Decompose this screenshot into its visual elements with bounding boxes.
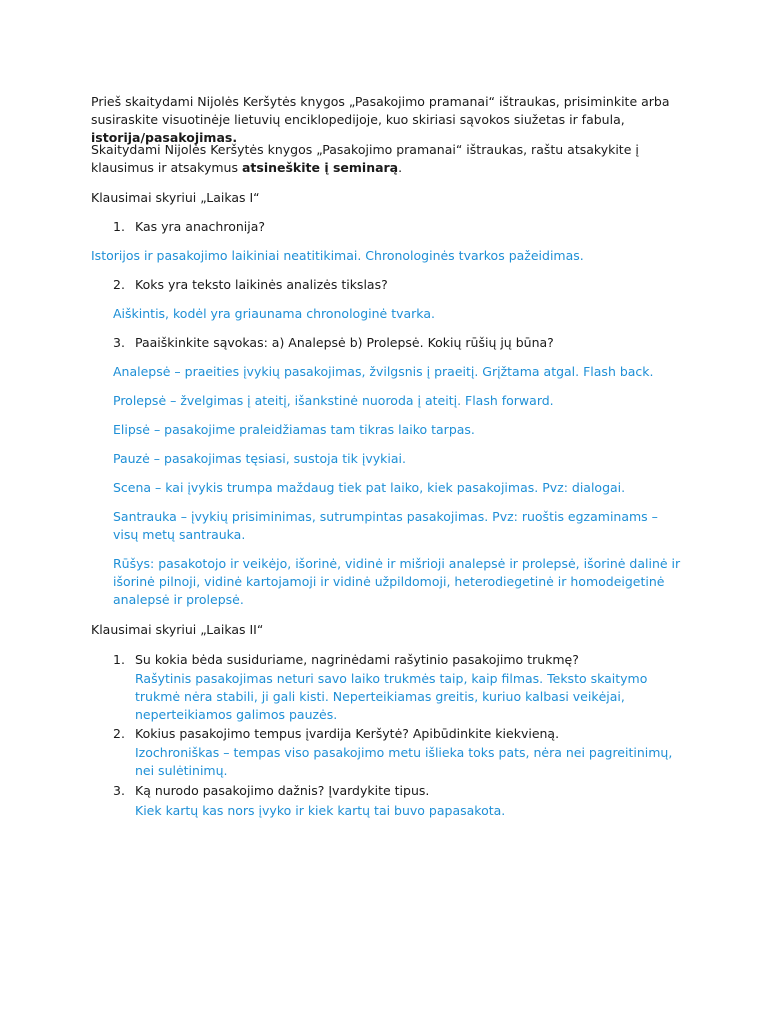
question-text: Su kokia bėda susiduriame, nagrinėdami rašytinio pasakojimo trukmę? — [135, 652, 579, 667]
question-number: 3. — [113, 335, 125, 350]
answer-3-analepse: Analepsė – praeities įvykių pasakojimas, žvilgsnis į praeitį. Grįžtama atgal. Flash back. — [113, 364, 654, 379]
answer-2: Aiškintis, kodėl yra griaunama chronologinė tvarka. — [113, 306, 435, 321]
answer-5: Izochroniškas – tempas viso pasakojimo metu išlieka toks pats, nėra nei pagreitinimų, nei sulėtinimų. — [135, 745, 673, 778]
question-3 — [113, 334, 554, 352]
question-number: 2. — [113, 277, 125, 292]
intro-1-bold: istorija/pasakojimas. — [91, 130, 238, 145]
answer-6: Kiek kartų kas nors įvyko ir kiek kartų tai buvo papasakota. — [135, 803, 506, 818]
question-text: Ką nurodo pasakojimo dažnis? Įvardykite tipus. — [135, 783, 430, 798]
question-6 — [113, 782, 429, 800]
answer-3-rusys: Rūšys: pasakotojo ir veikėjo, išorinė, vidinė ir mišrioji analepsė ir prolepsė, išorinė dalinė ir išorinė pilnoji, vidinė kartojamoji ir vidinė užpildomoji, heterodiegetinė ir homodeigetinė analepsė ir prolepsė. — [113, 556, 681, 607]
question-number: 1. — [113, 652, 125, 667]
intro-2-bold: atsineškite į seminarą — [241, 160, 399, 175]
question-number: 2. — [113, 726, 125, 741]
question-1 — [113, 218, 265, 236]
question-text: Koks yra teksto laikinės analizės tikslas? — [135, 277, 388, 292]
intro-paragraph-1 — [91, 93, 691, 147]
question-4 — [113, 651, 579, 669]
question-text: Kokius pasakojimo tempus įvardija Keršytė? Apibūdinkite kiekvieną. — [135, 726, 560, 741]
intro-1-text: Prieš skaitydami Nijolės Keršytės knygos „Pasakojimo pramanai“ ištraukas, prisiminkite arba susiraskite visuotinėje lietuvių enciklopedijoje, kuo skiriasi sąvokos siužetas ir fabula, — [91, 94, 670, 127]
answer-3-prolepse: Prolepsė – žvelgimas į ateitį, išankstinė nuoroda į ateitį. Flash forward. — [113, 393, 554, 408]
answer-3-pauze: Pauzė – pasakojimas tęsiasi, sustoja tik įvykiai. — [113, 451, 406, 466]
question-text: Paaiškinkite sąvokas: a) Analepsė b) Prolepsė. Kokių rūšių jų būna? — [135, 335, 554, 350]
intro-paragraph-2 — [91, 141, 691, 177]
question-number: 1. — [113, 219, 125, 234]
section-heading-laikas-1: Klausimai skyriui „Laikas I“ — [91, 190, 260, 205]
intro-2-end: . — [398, 160, 403, 175]
question-5 — [113, 725, 559, 743]
intro-2-text: Skaitydami Nijolės Keršytės knygos „Pasakojimo pramanai“ ištraukas, raštu atsakykite į klausimus ir atsakymus — [91, 142, 639, 175]
answer-1: Istorijos ir pasakojimo laikiniai neatitikimai. Chronologinės tvarkos pažeidimas. — [91, 248, 584, 263]
answer-3-scena: Scena – kai įvykis trumpa maždaug tiek pat laiko, kiek pasakojimas. Pvz: dialogai. — [113, 480, 626, 495]
answer-3-santrauka: Santrauka – įvykių prisiminimas, sutrumpintas pasakojimas. Pvz: ruoštis egzaminams – visų metų santrauka. — [113, 509, 658, 542]
answer-4: Rašytinis pasakojimas neturi savo laiko trukmės taip, kaip filmas. Teksto skaitymo trukmė nėra stabili, ji gali kisti. Neperteikiamas greitis, kuriuo kalbasi veikėjai, neperteikiamos galimos pauzės. — [135, 671, 648, 722]
question-text: Kas yra anachronija? — [135, 219, 266, 234]
answer-3-elipse: Elipsė – pasakojime praleidžiamas tam tikras laiko tarpas. — [113, 422, 475, 437]
section-heading-laikas-2: Klausimai skyriui „Laikas II“ — [91, 622, 264, 637]
question-2 — [113, 276, 388, 294]
question-number: 3. — [113, 783, 125, 798]
